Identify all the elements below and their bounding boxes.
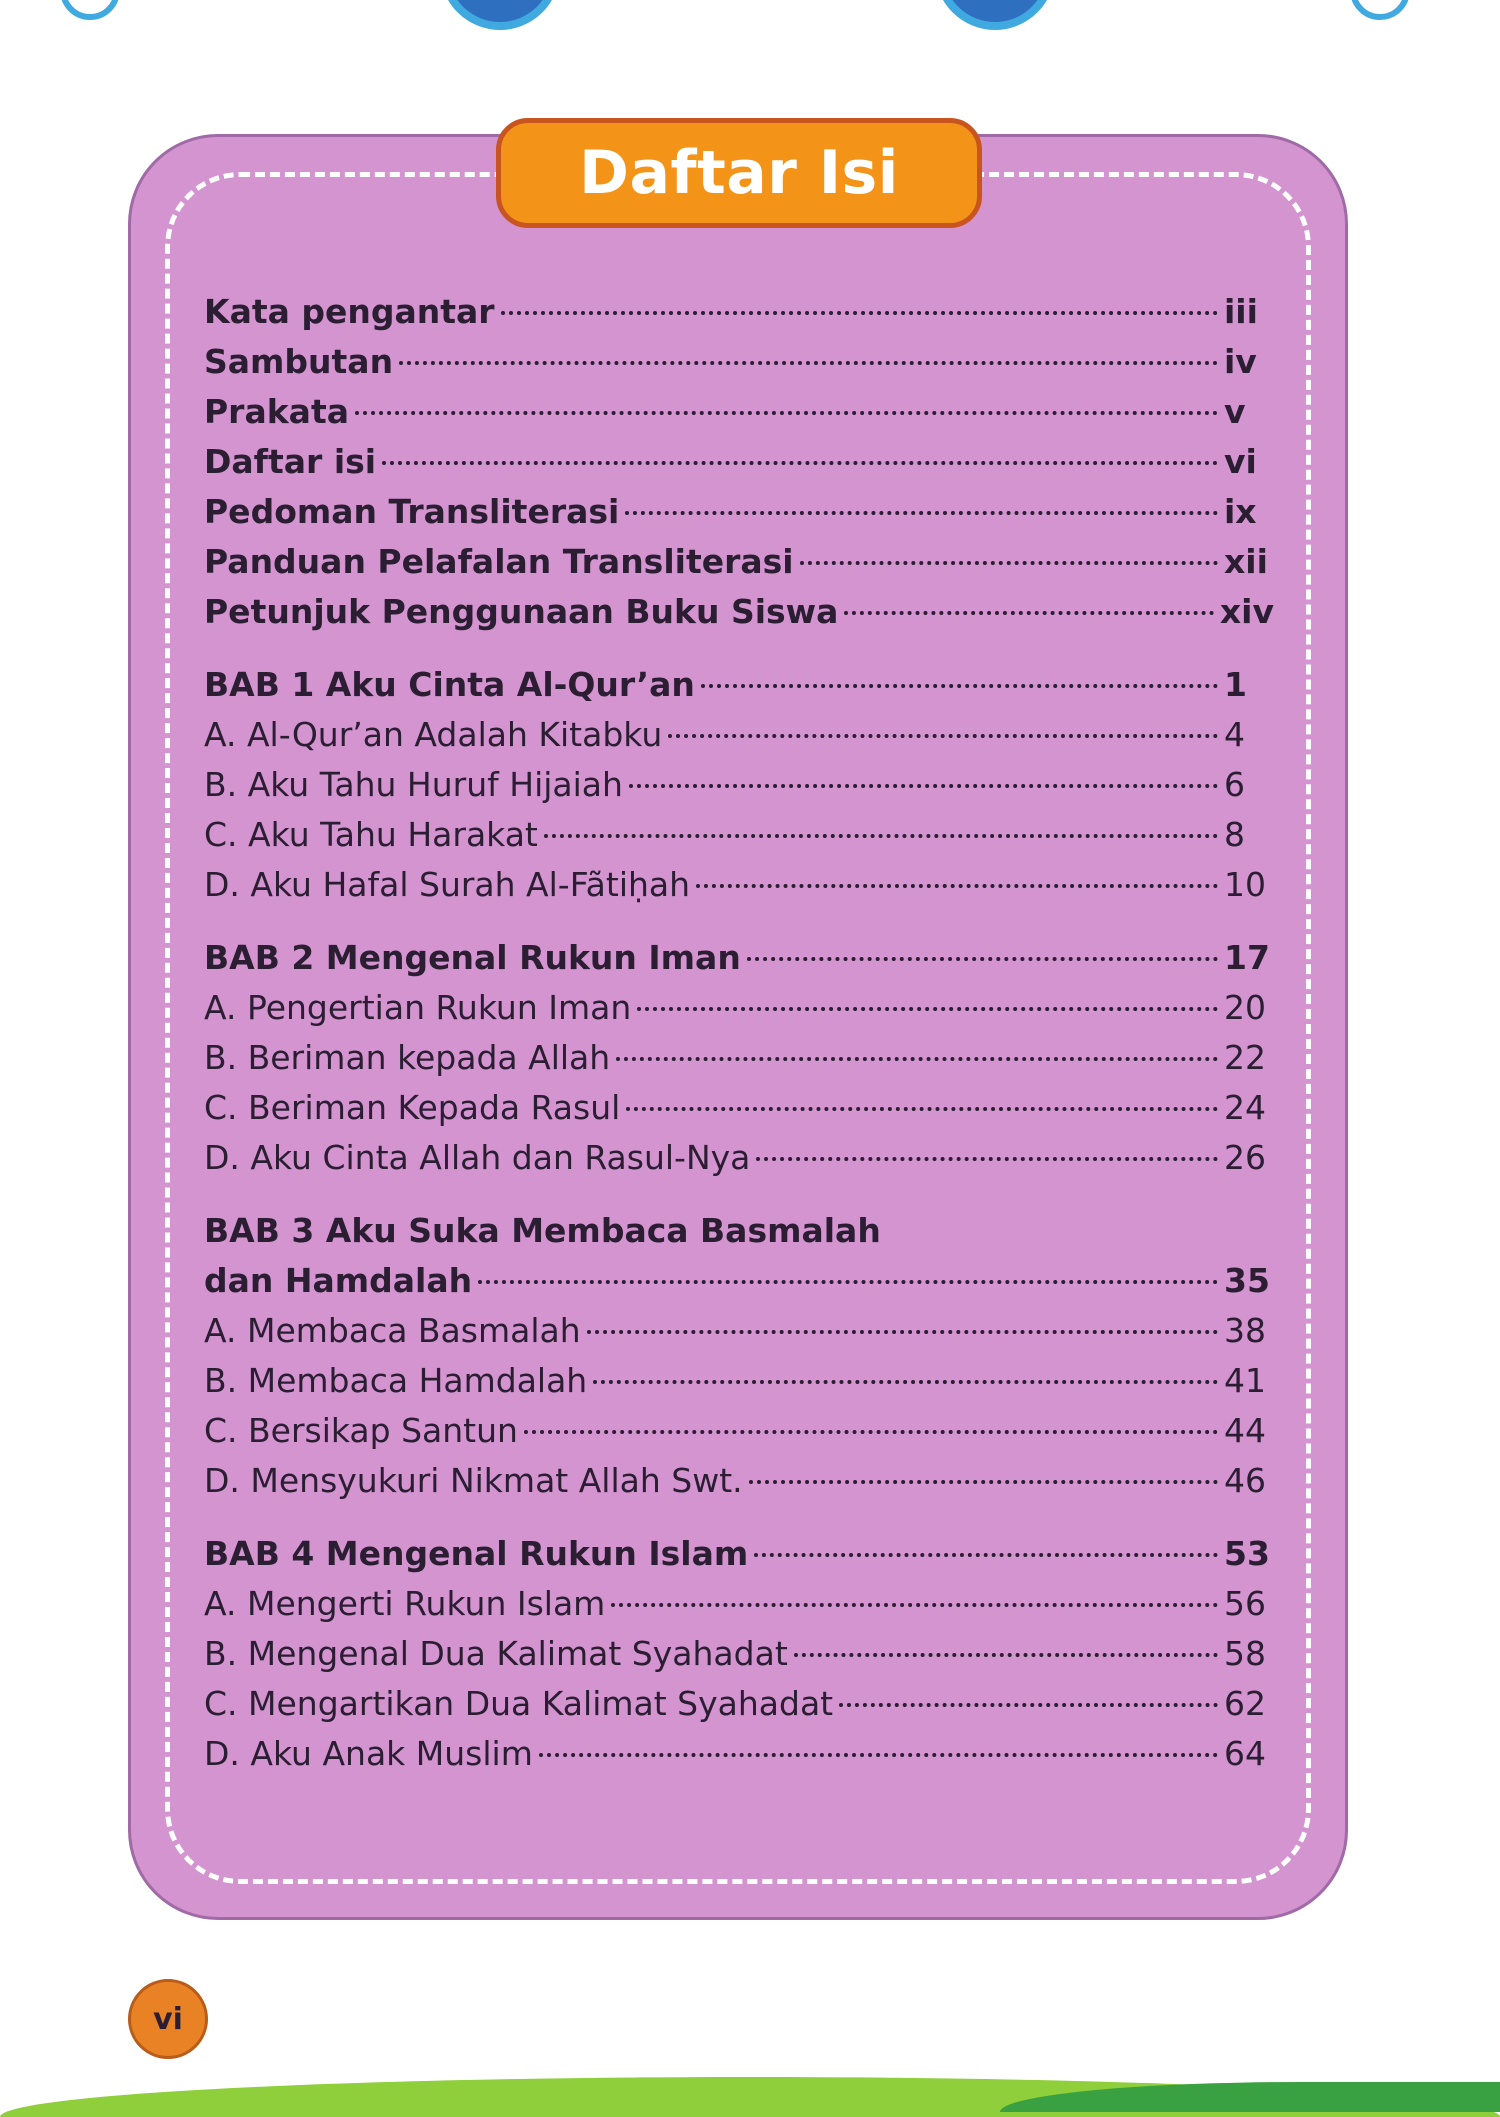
toc-chapter[interactable] — [204, 660, 1274, 710]
dot-leader — [611, 1603, 1218, 1607]
chapter-page: 35 — [1224, 1261, 1270, 1300]
dot-leader — [839, 1703, 1218, 1707]
toc-section[interactable] — [204, 1456, 1274, 1506]
section-page: 8 — [1224, 815, 1245, 854]
toc-entry-page: xiv — [1219, 592, 1274, 631]
toc-entry-page: xii — [1224, 542, 1268, 581]
toc-section[interactable] — [204, 760, 1274, 810]
section-label: D. Mensyukuri Nikmat Allah Swt. — [204, 1461, 743, 1500]
section-page: 6 — [1224, 765, 1245, 804]
dot-leader — [800, 561, 1218, 565]
page-number-badge — [128, 1979, 208, 2059]
section-page: 64 — [1224, 1734, 1266, 1773]
dot-leader — [747, 957, 1218, 961]
toc-entry[interactable] — [204, 437, 1274, 487]
dot-leader — [593, 1380, 1218, 1384]
toc-entry-page: v — [1224, 392, 1246, 431]
toc-entry-label: Sambutan — [204, 342, 394, 381]
toc-entry-page: vi — [1224, 442, 1257, 481]
toc-entry[interactable] — [204, 287, 1274, 337]
section-label: C. Mengartikan Dua Kalimat Syahadat — [204, 1684, 834, 1723]
dot-leader — [637, 1007, 1218, 1011]
decorative-circle — [440, 0, 560, 30]
table-of-contents — [204, 287, 1274, 1779]
toc-section[interactable] — [204, 1579, 1274, 1629]
page-number: vi — [153, 2001, 183, 2037]
dot-leader — [844, 611, 1213, 615]
section-label: C. Beriman Kepada Rasul — [204, 1088, 621, 1127]
dot-leader — [696, 884, 1218, 888]
section-label: B. Beriman kepada Allah — [204, 1038, 611, 1077]
toc-entry-label: Kata pengantar — [204, 292, 495, 331]
section-label: B. Membaca Hamdalah — [204, 1361, 588, 1400]
dot-leader — [382, 461, 1218, 465]
toc-section[interactable] — [204, 1306, 1274, 1356]
section-label: D. Aku Anak Muslim — [204, 1734, 533, 1773]
section-label: D. Aku Hafal Surah Al-Fãtiḥah — [204, 865, 691, 904]
dot-leader — [539, 1753, 1218, 1757]
section-page: 44 — [1224, 1411, 1266, 1450]
section-page: 20 — [1224, 988, 1266, 1027]
section-page: 10 — [1224, 865, 1266, 904]
section-page: 41 — [1224, 1361, 1266, 1400]
section-page: 24 — [1224, 1088, 1266, 1127]
dot-leader — [749, 1480, 1218, 1484]
toc-section[interactable] — [204, 1083, 1274, 1133]
chapter-title: BAB 1 Aku Cinta Al-Qur’an — [204, 665, 695, 704]
section-page: 22 — [1224, 1038, 1266, 1077]
toc-section[interactable] — [204, 1729, 1274, 1779]
section-page: 62 — [1224, 1684, 1266, 1723]
toc-entry-page: ix — [1224, 492, 1257, 531]
dot-leader — [756, 1157, 1218, 1161]
section-page: 56 — [1224, 1584, 1266, 1623]
toc-section[interactable] — [204, 1679, 1274, 1729]
toc-section[interactable] — [204, 1406, 1274, 1456]
decorative-circle — [60, 0, 120, 20]
toc-entry-label: Petunjuk Penggunaan Buku Siswa — [204, 592, 839, 631]
chapter-page: 53 — [1224, 1534, 1270, 1573]
dot-leader — [544, 834, 1218, 838]
toc-section[interactable] — [204, 810, 1274, 860]
dot-leader — [668, 734, 1218, 738]
section-page: 38 — [1224, 1311, 1266, 1350]
dot-leader — [625, 511, 1218, 515]
toc-section[interactable] — [204, 983, 1274, 1033]
dot-leader — [524, 1430, 1218, 1434]
section-page: 58 — [1224, 1634, 1266, 1673]
page-title: Daftar Isi — [579, 138, 899, 208]
chapter-title: BAB 2 Mengenal Rukun Iman — [204, 938, 741, 977]
toc-entry[interactable] — [204, 587, 1274, 637]
section-label: B. Mengenal Dua Kalimat Syahadat — [204, 1634, 788, 1673]
dot-leader — [616, 1057, 1218, 1061]
toc-entry[interactable] — [204, 487, 1274, 537]
dot-leader — [629, 784, 1218, 788]
toc-entry-label: Panduan Pelafalan Transliterasi — [204, 542, 794, 581]
dot-leader — [399, 361, 1218, 365]
section-label: A. Pengertian Rukun Iman — [204, 988, 632, 1027]
toc-entry-label: Pedoman Transliterasi — [204, 492, 620, 531]
dot-leader — [355, 411, 1218, 415]
chapter-title-continued: dan Hamdalah — [204, 1261, 473, 1300]
section-label: C. Aku Tahu Harakat — [204, 815, 538, 854]
chapter-page: 1 — [1224, 665, 1247, 704]
toc-entry-page: iv — [1224, 342, 1257, 381]
dot-leader — [754, 1553, 1218, 1557]
toc-section[interactable] — [204, 1033, 1274, 1083]
section-label: B. Aku Tahu Huruf Hijaiah — [204, 765, 623, 804]
section-label: A. Membaca Basmalah — [204, 1311, 581, 1350]
section-page: 26 — [1224, 1138, 1266, 1177]
section-page: 46 — [1224, 1461, 1266, 1500]
toc-entry-label: Prakata — [204, 392, 349, 431]
toc-section[interactable] — [204, 710, 1274, 760]
decorative-circle — [1350, 0, 1410, 20]
section-label: C. Bersikap Santun — [204, 1411, 518, 1450]
section-label: A. Al-Qur’an Adalah Kitabku — [204, 715, 663, 754]
chapter-title: BAB 3 Aku Suka Membaca Basmalah — [204, 1211, 881, 1250]
toc-entry-label: Daftar isi — [204, 442, 377, 481]
toc-entry[interactable] — [204, 387, 1274, 437]
toc-chapter[interactable] — [204, 1256, 1274, 1306]
chapter-page: 17 — [1224, 938, 1270, 977]
section-label: A. Mengerti Rukun Islam — [204, 1584, 606, 1623]
dot-leader — [626, 1107, 1218, 1111]
toc-chapter[interactable] — [204, 933, 1274, 983]
toc-section[interactable] — [204, 1629, 1274, 1679]
toc-entry[interactable] — [204, 337, 1274, 387]
decorative-circle — [935, 0, 1055, 30]
chapter-title: BAB 4 Mengenal Rukun Islam — [204, 1534, 749, 1573]
toc-entry[interactable] — [204, 537, 1274, 587]
toc-entry-page: iii — [1224, 292, 1258, 331]
toc-section[interactable] — [204, 1356, 1274, 1406]
toc-chapter[interactable] — [204, 1529, 1274, 1579]
toc-section[interactable] — [204, 860, 1274, 910]
toc-section[interactable] — [204, 1133, 1274, 1183]
dot-leader — [501, 311, 1218, 315]
dot-leader — [478, 1280, 1218, 1284]
section-label: D. Aku Cinta Allah dan Rasul-Nya — [204, 1138, 751, 1177]
dot-leader — [794, 1653, 1218, 1657]
dot-leader — [587, 1330, 1218, 1334]
title-badge — [496, 118, 982, 228]
toc-chapter-title-line[interactable] — [204, 1206, 1274, 1256]
dot-leader — [701, 684, 1218, 688]
section-page: 4 — [1224, 715, 1245, 754]
